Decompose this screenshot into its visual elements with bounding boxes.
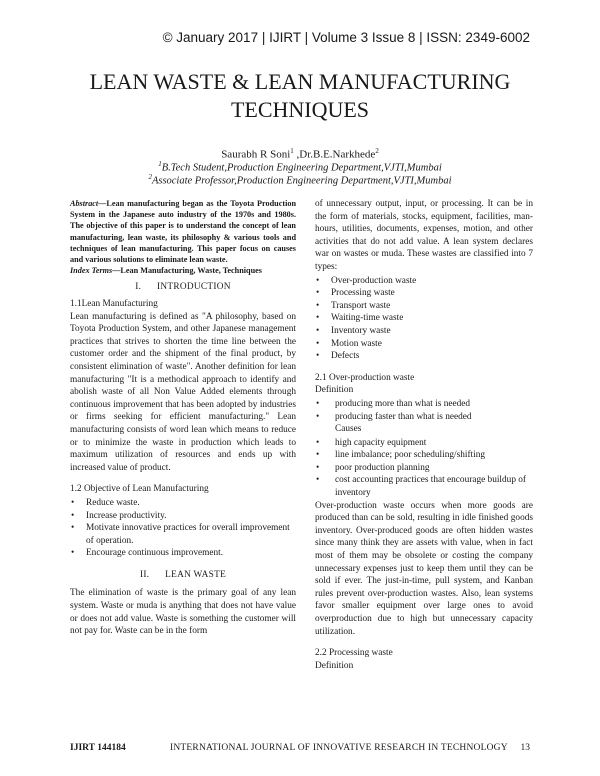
- lean-definition-paragraph: Lean manufacturing is defined as "A philosophy, based on Toyota Production System, and other Japanese management practices that strives to shorten the time line between the customer order and the shipment of the final product, by consistent elimination of waste". Another definition for lean manufacturing "It is a methodical approach to identify and abolish waste of all Non Value Added elements through continuous improvement that has been adopted by industries or firms seeking for efficient manufacturing." Lean manufacturing consists of word lean which means to reduce or to minimize the waste in production which leads to maximum utilization of resources and ends up with increased value of product.: [70, 311, 296, 473]
- list-item: • Reduce waste.: [70, 497, 296, 510]
- waste-types-list: [315, 275, 533, 363]
- objectives-list: [70, 497, 296, 560]
- overproduction-paragraph: Over-production waste occurs when more goods are produced than can be sold, resulting in idle finished goods inventory. Over-produced goods are often hidden wastes since many think they are assets with value, when in fact most of them may be obsolete or costing the company unnecessary expenses just to keep them until they can be sold if ever. The just-in-time, pull system, and Kanban rules prevent over-production wastes. Also, lean systems favor smaller equipment over large ones to avoid overproduction due to high but unnecessary capacity utilization.: [315, 500, 533, 637]
- list-item: • Motivate innovative practices for overall improvement of operation.: [70, 522, 296, 547]
- footer-journal-name: INTERNATIONAL JOURNAL OF INNOVATIVE RESEARCH IN TECHNOLOGY: [170, 743, 508, 753]
- subsection-2-1-heading: 2.1 Over-production waste: [315, 372, 415, 383]
- page-footer: [70, 743, 530, 757]
- index-terms-text: —Lean Manufacturing, Waste, Techniques: [112, 266, 262, 276]
- paper-title: [0, 68, 600, 124]
- author-2: Dr.B.E.Narkhede: [299, 148, 376, 161]
- list-item: • Inventory waste: [315, 325, 533, 338]
- list-item: • Defects: [315, 350, 533, 363]
- causes-label: Causes: [335, 424, 362, 435]
- list-item: • Increase productivity.: [70, 510, 296, 523]
- author-2-sup: 2: [375, 147, 379, 155]
- abstract: [70, 198, 296, 265]
- page-number: 13: [520, 743, 530, 753]
- list-item: • cost accounting practices that encourage buildup of inventory: [315, 474, 533, 499]
- index-terms-label: Index Terms: [70, 266, 113, 276]
- overproduction-definitions: [315, 398, 533, 423]
- right-column: [315, 198, 533, 672]
- affiliation-1-text: B.Tech Student,Production Engineering Department,VJTI,Mumbai: [161, 162, 442, 174]
- list-item: • producing faster than what is needed: [315, 411, 533, 424]
- list-item: • Over-production waste: [315, 275, 533, 288]
- definition-label: Definition: [315, 385, 354, 396]
- title-line-2: TECHNIQUES: [230, 97, 370, 122]
- subsection-1-2-heading: 1.2 Objective of Lean Manufacturing: [70, 484, 209, 495]
- list-item: • high capacity equipment: [315, 437, 533, 450]
- author-line: [0, 147, 600, 161]
- affiliation-1-sup: 1: [158, 160, 162, 168]
- author-separator: ,: [293, 148, 300, 161]
- section-1-heading: I. INTRODUCTION: [135, 282, 231, 293]
- abstract-text: —Lean manufacturing began as the Toyota Production System in the Japanese auto industry of the 1970s and 1980s. The objective of this paper is to understand the concept of lean manufacturing, lean waste, its philosophy & various tools and techniques of lean manufacturing. This paper focus on causes and various solutions to eliminate lean waste.: [70, 199, 296, 265]
- list-item: • Waiting-time waste: [315, 312, 533, 325]
- affiliation-2-text: Associate Professor,Production Engineering Department,VJTI,Mumbai: [151, 175, 452, 187]
- list-item: • Encourage continuous improvement.: [70, 547, 296, 560]
- list-item: • poor production planning: [315, 462, 533, 475]
- affiliation-1: [0, 160, 600, 174]
- subsection-2-2-heading: 2.2 Processing waste: [315, 648, 393, 659]
- list-item: • Motion waste: [315, 338, 533, 351]
- lean-waste-paragraph-continued: of unnecessary output, input, or processing. It can be in the form of materials, stocks, equipment, facilities, man-hours, utilities, documents, expenses, motion, and other activities that do not add value. A lean system declares war on wastes or muda. These wastes are classified into 7 types:: [315, 199, 533, 272]
- section-2-heading: II. LEAN WASTE: [139, 569, 227, 580]
- list-item: • Processing waste: [315, 287, 533, 300]
- affiliation-2: [0, 173, 600, 187]
- author-1: Saurabh R Soni: [221, 148, 291, 161]
- lean-waste-paragraph-start: The elimination of waste is the primary goal of any lean system. Waste or muda is anything that does not have value or does not add value. Waste is something the customer will not pay for. Waste can be in the form: [70, 588, 296, 637]
- journal-header: © January 2017 | IJIRT | Volume 3 Issue 8 | ISSN: 2349-6002: [162, 30, 530, 45]
- footer-paper-id: IJIRT 144184: [70, 743, 126, 753]
- index-terms: [70, 265, 296, 276]
- subsection-1-1-heading: 1.1Lean Manufacturing: [70, 299, 158, 310]
- author-1-sup: 1: [290, 147, 294, 155]
- definition-label-2: Definition: [315, 660, 354, 671]
- affiliation-2-sup: 2: [148, 173, 152, 181]
- list-item: • producing more than what is needed: [315, 398, 533, 411]
- left-column: [70, 198, 296, 638]
- overproduction-causes: [315, 437, 533, 500]
- list-item: • Transport waste: [315, 300, 533, 313]
- abstract-label: Abstract: [70, 199, 99, 208]
- title-line-1: LEAN WASTE & LEAN MANUFACTURING: [89, 69, 511, 94]
- list-item: • line imbalance; poor scheduling/shifting: [315, 449, 533, 462]
